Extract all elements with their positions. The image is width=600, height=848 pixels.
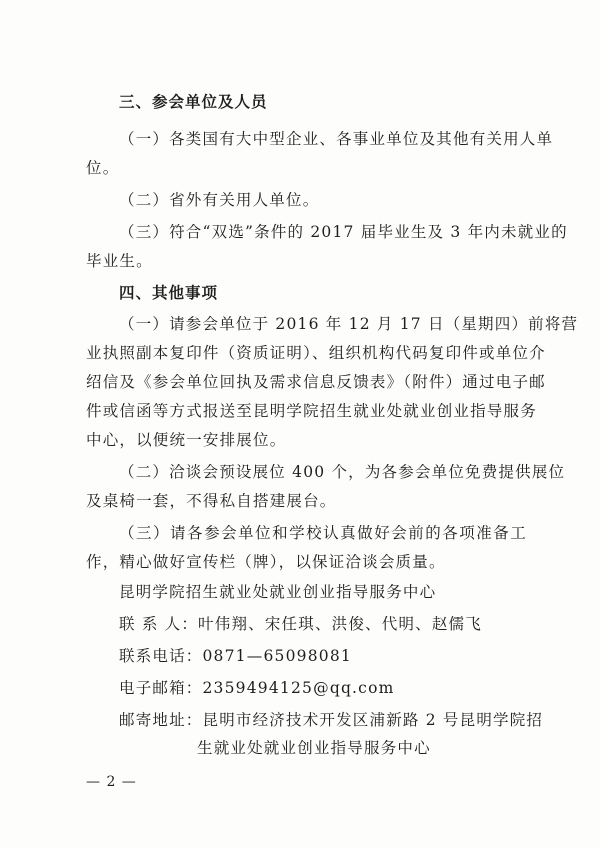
section-3-item-3-line-1: （三）符合“双选”条件的 2017 届毕业生及 3 年内未就业的 (119, 223, 568, 241)
section-3-item-1-line-2: 位。 (86, 159, 120, 177)
contact-phone: 联系电话：0871—65098081 (119, 647, 352, 665)
section-4-item-1-line-3: 绍信及《参会单位回执及需求信息反馈表》（附件）通过电子邮 (86, 373, 546, 391)
section-3-heading: 三、参会单位及人员 (119, 93, 268, 111)
section-4-item-2-line-1: （二）洽谈会预设展位 400 个，为各参会单位免费提供展位 (119, 463, 566, 481)
section-4-heading: 四、其他事项 (119, 284, 219, 302)
section-4-item-2-line-2: 及桌椅一套，不得私自搭建展台。 (86, 492, 337, 510)
section-4-item-3-line-1: （三）请各参会单位和学校认真做好会前的各项准备工 (119, 524, 527, 542)
contact-address-line-2: 生就业处就业创业指导服务中心 (197, 739, 431, 757)
contact-persons: 联 系 人：叶伟翔、宋任琪、洪俊、代明、赵儒飞 (119, 615, 482, 633)
section-4-item-1-line-5: 中心，以便统一安排展位。 (86, 431, 287, 449)
contact-organization: 昆明学院招生就业处就业创业指导服务中心 (119, 583, 437, 601)
section-4-item-3-line-2: 作，精心做好宣传栏（牌），以保证洽谈会质量。 (86, 553, 446, 571)
section-3-item-1-line-1: （一）各类国有大中型企业、各事业单位及其他有关用人单 (119, 130, 554, 148)
section-4-item-1-line-1: （一）请参会单位于 2016 年 12 月 17 日（星期四）前将营 (119, 315, 579, 333)
section-4-item-1-line-4: 件或信函等方式报送至昆明学院招生就业处就业创业指导服务 (86, 402, 537, 420)
section-3-item-3-line-2: 毕业生。 (86, 252, 153, 270)
page-number: — 2 — (86, 774, 137, 790)
contact-email: 电子邮箱：2359494125@qq.com (119, 679, 395, 697)
section-4-item-1-line-2: 业执照副本复印件（资质证明）、组织机构代码复印件或单位介 (86, 344, 546, 362)
contact-address-line-1: 邮寄地址：昆明市经济技术开发区浦新路 2 号昆明学院招 (119, 711, 544, 729)
section-3-item-2: （二）省外有关用人单位。 (119, 191, 320, 209)
